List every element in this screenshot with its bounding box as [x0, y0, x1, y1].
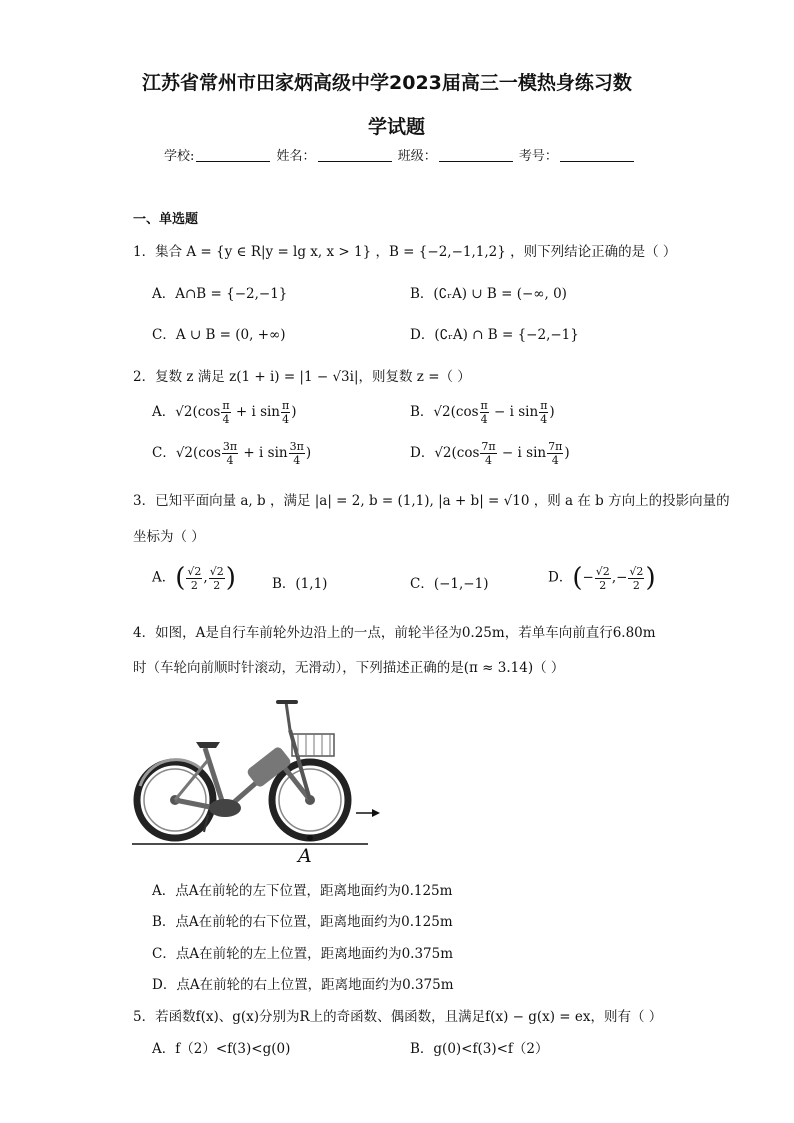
q2-c-prefix: C．√2(cos: [152, 445, 221, 461]
q2-b-frac1: $\frac{\pi}{4}$: [480, 399, 488, 426]
q2-b-prefix: B．√2(cos: [410, 404, 479, 420]
q4-option-c[interactable]: C．点A在前轮的左上位置，距离地面约为0.375m: [152, 946, 454, 962]
q3-option-a[interactable]: A．( $\frac{√2}{2}$ , $\frac{√2}{2}$ ): [152, 563, 236, 593]
q3-option-b[interactable]: B．(1,1): [272, 576, 328, 592]
name-blank[interactable]: [318, 149, 392, 162]
school-blank[interactable]: [196, 149, 270, 162]
q2-c-frac1: $\frac{3\pi}{4}$: [222, 440, 238, 467]
q2-option-c[interactable]: C．√2(cos $\frac{3\pi}{4}$ + i sin $\frac{3\pi}{4}$ ): [152, 440, 312, 467]
q3-d-frac2: $\frac{√2}{2}$: [629, 564, 644, 592]
section-heading: 一、单选题: [133, 212, 199, 227]
q5-stem: 5．若函数f(x)、g(x)分别为R上的奇函数、偶函数，且满足f(x) − g(x) = ex，则有（ ）: [133, 1009, 663, 1025]
q2-a-frac2: $\frac{\pi}{4}$: [282, 399, 290, 426]
q5-option-b[interactable]: B．g(0)<f(3)<f（2）: [410, 1041, 549, 1057]
q2-c-mid: + i sin: [239, 445, 288, 461]
q2-stem: 2．复数 z 满足 z(1 + i) = |1 − √3i|，则复数 z =（ ）: [133, 369, 471, 385]
class-blank[interactable]: [439, 149, 513, 162]
q4-option-b[interactable]: B．点A在前轮的右下位置，距离地面约为0.125m: [152, 914, 453, 930]
q2-option-b[interactable]: B．√2(cos $\frac{\pi}{4}$ − i sin $\frac{\pi}{4}$ ): [410, 399, 555, 426]
q3-stem-line-2: 坐标为（ ）: [133, 529, 205, 545]
q4-stem-line-2: 时（车轮向前顺时针滚动，无滑动），下列描述正确的是(π ≈ 3.14)（ ）: [133, 660, 565, 676]
q2-a-frac1: $\frac{\pi}{4}$: [222, 399, 230, 426]
q2-b-frac2: $\frac{\pi}{4}$: [540, 399, 548, 426]
q2-c-frac2: $\frac{3\pi}{4}$: [289, 440, 304, 467]
q3-a-frac2: $\frac{√2}{2}$: [209, 564, 224, 592]
q3-d-frac1: $\frac{√2}{2}$: [595, 564, 610, 592]
title-line-1: 江苏省常州市田家炳高级中学2023届高三一模热身练习数: [142, 72, 632, 94]
q2-b-mid: − i sin: [489, 404, 539, 420]
q1-option-d[interactable]: D．(∁ᵣA) ∩ B = {−2,−1}: [410, 327, 579, 343]
student-info-row: [164, 145, 636, 164]
q3-option-c[interactable]: C．(−1,−1): [410, 576, 489, 592]
q4-option-a[interactable]: A．点A在前轮的左下位置，距离地面约为0.125m: [152, 883, 453, 899]
figure-point-a-label: A: [298, 845, 312, 867]
q3-stem-line-1: 3．已知平面向量 a, b ，满足 |a| = 2, b = (1,1), |a + b| = √10 ，则 a 在 b 方向上的投影向量的: [133, 493, 730, 509]
q2-d-prefix: D．√2(cos: [410, 445, 480, 461]
q2-a-prefix: A．√2(cos: [152, 404, 221, 420]
q2-d-frac1: $\frac{7\pi}{4}$: [481, 440, 496, 467]
q2-d-mid: − i sin: [497, 445, 547, 461]
name-label: 姓名：: [276, 149, 316, 164]
q2-option-d[interactable]: D．√2(cos $\frac{7\pi}{4}$ − i sin $\frac{7\pi}{4}$ ): [410, 440, 570, 467]
q1-stem: 1．集合 A = {y ∈ R|y = lg x, x > 1} ，B = {−2,−1,1,2} ，则下列结论正确的是（ ）: [133, 244, 677, 260]
number-label: 考号：: [518, 149, 558, 164]
bicycle-figure: [130, 690, 390, 870]
title-line-2: 学试题: [368, 116, 426, 138]
q2-d-frac2: $\frac{7\pi}{4}$: [548, 440, 563, 467]
q3-a-frac1: $\frac{√2}{2}$: [187, 564, 202, 592]
q4-stem-line-1: 4．如图，A是自行车前轮外边沿上的一点，前轮半径为0.25m，若单车向前直行6.80m: [133, 625, 656, 641]
q4-option-d[interactable]: D．点A在前轮的右上位置，距离地面约为0.375m: [152, 977, 454, 993]
q1-option-b[interactable]: B．(∁ᵣA) ∪ B = (−∞, 0): [410, 286, 567, 302]
q2-a-mid: + i sin: [231, 404, 281, 420]
number-blank[interactable]: [560, 149, 634, 162]
school-label: 学校:: [164, 149, 195, 164]
q5-option-a[interactable]: A．f（2）<f(3)<g(0): [152, 1041, 291, 1057]
q1-option-c[interactable]: C．A ∪ B = (0, +∞): [152, 327, 286, 343]
class-label: 班级：: [397, 149, 437, 164]
q3-option-d[interactable]: D．(− $\frac{√2}{2}$ ,− $\frac{√2}{2}$ ): [548, 563, 656, 593]
q1-option-a[interactable]: A．A∩B = {−2,−1}: [152, 286, 288, 302]
q2-option-a[interactable]: A．√2(cos $\frac{\pi}{4}$ + i sin $\frac{\pi}{4}$ ): [152, 399, 297, 426]
